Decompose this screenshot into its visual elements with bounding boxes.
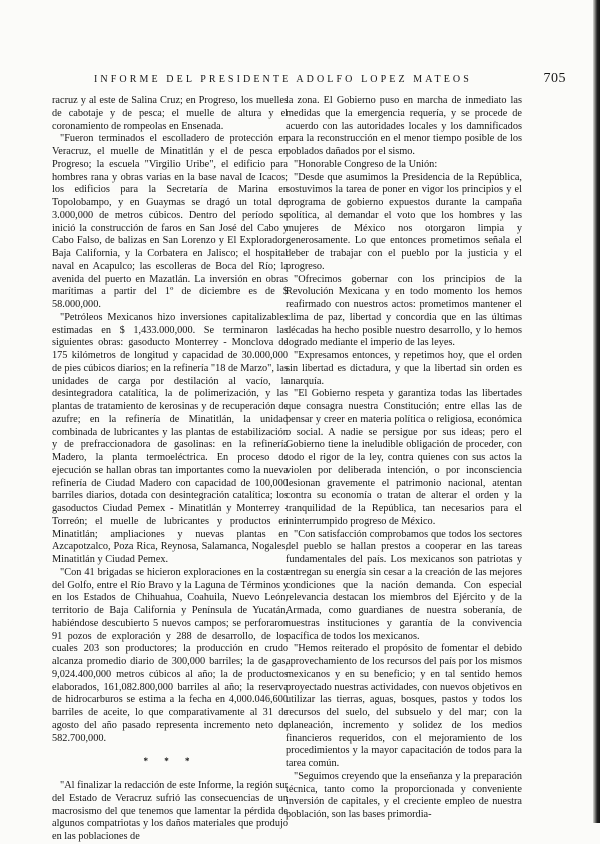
paragraph: racruz y al este de Salina Cruz; en Progreso, los muelles de cabotaje y de pesca; el muelle de altura y el coronamiento de rompeolas en Ensenada.: [52, 95, 288, 132]
paragraph: "Desde que asumimos la Presidencia de la República, sostuvimos la tarea de poner en vigor los principios y el programa de gobierno expuestos durante la campaña política, al demandar el voto que los hombres y las mujeres de México nos otorgaron limpia y generosamente. Lo que entonces prometimos señala el deber de trabajar con el pueblo por la justicia y el progreso.: [286, 171, 522, 272]
left-column: [52, 95, 288, 844]
paragraph: "Con satisfacción comprobamos que todos los sectores del pueblo se hallan prestos a cooperar en las tareas fundamentales del país. Los mexicanos son patriotas y entregan su energía sin cesar a la creación de las mejores condiciones que la nación demanda. Con especial relevancia destacan los miembros del Ejército y de la Armada, como guardianes de nuestra soberanía, de nuestras instituciones y garantía de la convivencia pacífica de todos los mexicanos.: [286, 528, 522, 642]
paragraph: "Honorable Congreso de la Unión:: [294, 158, 438, 170]
right-column: [286, 95, 522, 822]
paragraph: "El Gobierno respeta y garantiza todas las libertades que consagra nuestra Constitución; entre ellas las de pensar y creer en materia política o religiosa, económica o social. A nadie se persigue por sus ideas; pero el Gobierno tiene la ineludible obligación de proceder, con todo el rigor de la ley, contra quienes con sus actos la violen por deliberada intención, o por inconsciencia lesionan gravemente el patrimonio nacional, atentan contra su economía o tratan de alterar el orden y la tranquilidad de la República, tan necesarios para el ininterrumpido progreso de México.: [286, 388, 522, 527]
paragraph: "Fueron terminados el escolladero de protección en Veracruz, el muelle de Minatitlán y el de pesca en Progreso; la escuela "Virgilio Uribe", el edificio para hombres rana y obras varias en la base naval de Icacos; los edificios para la Secretaría de Marina en Topolobampo, y en Guaymas se dragó un total de 3.000,000 de metros cúbicos. Dentro del período se inició la construcción de faros en San José del Cabo y Cabo Falso, de balizas en San Lorenzo y El Explorador, Baja California, y la Corbatera en Jalisco; el hospital naval en Acapulco; las escolleras de Boca del Río; la avenida del puerto en Mazatlán. La inversión en obras marítimas a partir del 1º de diciembre es de $ 58.000,000.: [52, 133, 288, 310]
paragraph: "Ofrecimos gobernar con los principios de la Revolución Mexicana y en todo momento los hemos reafirmado con nuestros actos: prometimos mantener el clima de paz, libertad y concordia que en las últimas décadas ha hecho posible nuestro desarrollo, y lo hemos logrado mediante el imperio de las leyes.: [286, 273, 522, 349]
paragraph: la zona. El Gobierno puso en marcha de inmediato las medidas que la emergencia requería, y se procede de acuerdo con las autoridades locales y los damnificados para la reconstrucción en el menor tiempo posible de los poblados dañados por el sismo.: [286, 95, 522, 157]
page-edge-shadow: [593, 0, 600, 823]
paragraph: "Petróleos Mexicanos hizo inversiones capitalizables estimadas en $ 1,433.000,000. Se terminaron las siguientes obras: gasoducto Monterrey - Monclova de 175 kilómetros de longitud y capacidad de 30.000,000 de pies cúbicos diarios; en la refinería "18 de Marzo", las unidades de carga por destilación al vacío, la desintegradora catalítica, la de polimerización, y las plantas de tratamiento de kerosinas y de recuperación de azufre; en la refinería de Minatitlán, la unidad combinada de lubricantes y las plantas de estabilización y de prefraccionadora de gasolinas: en la refinería Madero, la planta termoeléctrica. En proceso de ejecución se hallan obras tan importantes como la nueva refinería de Ciudad Madero con capacidad de 100,000 barriles diarios, dotada con desintegración catalítica; los gasoductos Ciudad Pemex - Minatitlán y Monterrey - Torreón; el muelle de lubricantes y productos en Minatitlán; ampliaciones y nuevas plantas en Azcapotzalco, Poza Rica, Reynosa, Salamanca, Nogales, Minatitlán y Ciudad Pemex.: [52, 311, 288, 565]
paragraph: "Seguimos creyendo que la enseñanza y la preparación técnica, tanto como la proporcionada y conveniente inversión de capitales, y el creciente empleo de nuestra población, son las bases primordia-: [286, 770, 522, 820]
section-separator: * * *: [143, 756, 197, 767]
running-title: INFORME DEL PRESIDENTE ADOLFO LOPEZ MATEOS: [94, 74, 472, 85]
paragraph: "Al finalizar la redacción de este Informe, la región sur del Estado de Veracruz sufrió las consecuencias de un macrosismo del que tenemos que lamentar la pérdida de algunos compatriotas y los daños materiales que produjo en las poblaciones de: [52, 780, 288, 842]
paragraph: "Con 41 brigadas se hicieron exploraciones en la costa del Golfo, entre el Río Bravo y la Laguna de Términos y en los Estados de Chihuahua, Coahuila, Nuevo León, territorio de Baja California y Península de Yucatán, habiéndose descubierto 5 nuevos campos; se perforaron 91 pozos de exploración y 288 de desarrollo, de los cuales 203 son productores; la producción en crudo alcanza promedio diario de 300,000 barriles; la de gas, 9,024.400,000 metros cúbicos al año; la de productos elaborados, 161,082.800,000 barriles al año; la reserva de hidrocarburos se estima a la fecha en 4,000.046,600 barriles de aceite, lo que comparativamente al 31 de agosto del año pasado representa incremento neto de 582.700,000.: [52, 566, 288, 744]
paragraph: "Hemos reiterado el propósito de fomentar el debido aprovechamiento de los recursos del país por los mismos mexicanos y en su beneficio; y en tal sentido hemos proyectado nuestras actividades, con nuevos objetivos en utilizar las tierras, aguas, bosques, pastos y todos los recursos del suelo, del subsuelo y del mar; con la planeación, incremento y solidez de los medios financieros requeridos, con el mejoramiento de los procedimientos y la mayor capacitación de todos para la tarea común.: [286, 643, 522, 769]
paragraph: "Expresamos entonces, y repetimos hoy, que el orden sin libertad es dictadura, y que la libertad sin orden es anarquía.: [286, 350, 522, 387]
page-number: 705: [543, 71, 566, 86]
running-header: [52, 71, 584, 92]
